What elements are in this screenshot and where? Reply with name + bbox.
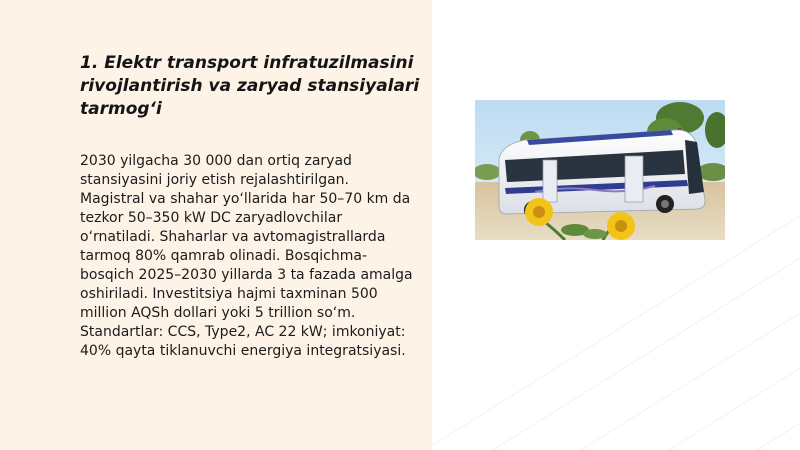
slide-title: 1. Elektr transport infratuzilmasini rivojlantirish va zaryad stansiyalari tarmog‘i (80, 53, 420, 119)
bus-illustration (475, 100, 725, 240)
slide-body: 2030 yilgacha 30 000 dan ortiq zaryad stansiyasini joriy etish rejalashtirilgan. Magistral va shahar yo‘llarida har 50–70 km da tezkor 50–350 kW DC zaryadlovchilar o‘rnatiladi. Shaharlar va avtomagistrallarda tarmoq 80% qamrab olinadi. Bosqichma-bosqich 2025–2030 yillarda 3 ta fazada amalga oshiriladi. Investitsiya hajmi taxminan 500 million AQSh dollari yoki 5 trillion so‘m. Standartlar: CCS, Type2, AC 22 kW; imkoniyat: 40% qayta tiklanuvchi energiya integratsiyasi. (80, 153, 413, 359)
electric-bus-photo (475, 100, 725, 240)
